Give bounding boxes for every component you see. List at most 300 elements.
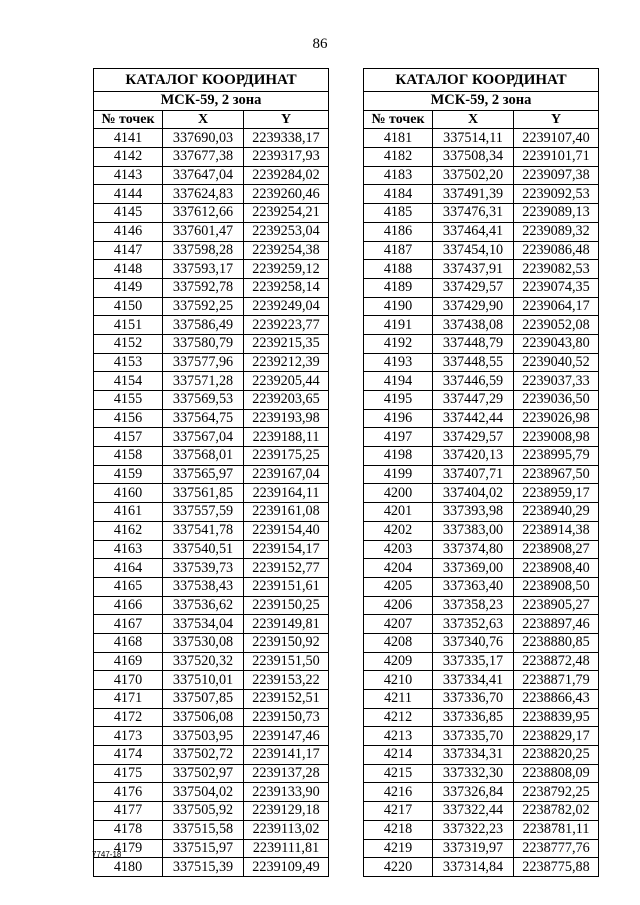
point-number-cell: 4173 <box>94 727 163 746</box>
x-coordinate-cell: 337506,08 <box>163 708 244 727</box>
point-number-cell: 4151 <box>94 316 163 335</box>
x-coordinate-cell: 337530,08 <box>163 633 244 652</box>
y-coordinate-cell: 2239008,98 <box>514 428 599 447</box>
x-coordinate-cell: 337363,40 <box>433 577 514 596</box>
table-row <box>364 166 599 185</box>
point-number-cell: 4219 <box>364 839 433 858</box>
point-number-cell: 4165 <box>94 577 163 596</box>
x-coordinate-cell: 337429,57 <box>433 428 514 447</box>
x-coordinate-cell: 337446,59 <box>433 372 514 391</box>
table-row <box>364 372 599 391</box>
x-coordinate-cell: 337437,91 <box>433 260 514 279</box>
x-coordinate-cell: 337561,85 <box>163 484 244 503</box>
y-coordinate-cell: 2239215,35 <box>244 334 329 353</box>
table-row <box>364 671 599 690</box>
table-row <box>94 820 329 839</box>
y-coordinate-cell: 2239040,52 <box>514 353 599 372</box>
y-coordinate-cell: 2239107,40 <box>514 129 599 148</box>
table-row <box>94 129 329 148</box>
x-coordinate-cell: 337571,28 <box>163 372 244 391</box>
y-coordinate-cell: 2239129,18 <box>244 802 329 821</box>
y-coordinate-cell: 2239109,49 <box>244 858 329 877</box>
x-coordinate-cell: 337507,85 <box>163 690 244 709</box>
table-row <box>364 148 599 167</box>
table-row <box>364 858 599 877</box>
y-coordinate-cell: 2238808,09 <box>514 764 599 783</box>
table-row <box>364 484 599 503</box>
x-coordinate-cell: 337567,04 <box>163 428 244 447</box>
point-number-cell: 4181 <box>364 129 433 148</box>
y-coordinate-cell: 2239151,61 <box>244 577 329 596</box>
point-number-cell: 4210 <box>364 671 433 690</box>
x-coordinate-cell: 337429,90 <box>433 297 514 316</box>
x-coordinate-cell: 337598,28 <box>163 241 244 260</box>
y-coordinate-cell: 2239036,50 <box>514 391 599 410</box>
table-row <box>364 596 599 615</box>
point-number-cell: 4182 <box>364 148 433 167</box>
x-coordinate-cell: 337534,04 <box>163 615 244 634</box>
y-coordinate-cell: 2239205,44 <box>244 372 329 391</box>
x-coordinate-cell: 337491,39 <box>433 185 514 204</box>
y-coordinate-cell: 2238866,43 <box>514 690 599 709</box>
x-coordinate-cell: 337538,43 <box>163 577 244 596</box>
table-row <box>94 633 329 652</box>
y-coordinate-cell: 2238872,48 <box>514 652 599 671</box>
y-coordinate-cell: 2238880,85 <box>514 633 599 652</box>
table-row <box>364 615 599 634</box>
point-number-cell: 4200 <box>364 484 433 503</box>
table-row <box>94 204 329 223</box>
x-coordinate-cell: 337510,01 <box>163 671 244 690</box>
x-coordinate-cell: 337592,25 <box>163 297 244 316</box>
x-coordinate-cell: 337335,17 <box>433 652 514 671</box>
y-coordinate-cell: 2239203,65 <box>244 391 329 410</box>
x-coordinate-cell: 337393,98 <box>433 503 514 522</box>
x-coordinate-cell: 337340,76 <box>433 633 514 652</box>
x-coordinate-cell: 337502,20 <box>433 166 514 185</box>
page-number: 86 <box>312 36 328 52</box>
y-coordinate-cell: 2239284,02 <box>244 166 329 185</box>
y-coordinate-cell: 2239147,46 <box>244 727 329 746</box>
table-row <box>364 708 599 727</box>
point-number-cell: 4158 <box>94 447 163 466</box>
y-coordinate-cell: 2239074,35 <box>514 278 599 297</box>
y-coordinate-cell: 2239141,17 <box>244 746 329 765</box>
table-row <box>94 783 329 802</box>
x-coordinate-cell: 337520,32 <box>163 652 244 671</box>
point-number-cell: 4189 <box>364 278 433 297</box>
y-coordinate-cell: 2239150,73 <box>244 708 329 727</box>
x-coordinate-cell: 337541,78 <box>163 521 244 540</box>
x-coordinate-cell: 337514,11 <box>433 129 514 148</box>
table-row <box>364 839 599 858</box>
x-coordinate-cell: 337508,34 <box>433 148 514 167</box>
point-number-cell: 4195 <box>364 391 433 410</box>
x-coordinate-cell: 337334,41 <box>433 671 514 690</box>
table-row <box>94 746 329 765</box>
x-coordinate-cell: 337557,59 <box>163 503 244 522</box>
table-row <box>94 447 329 466</box>
point-number-cell: 4207 <box>364 615 433 634</box>
y-coordinate-cell: 2239223,77 <box>244 316 329 335</box>
table-row <box>94 652 329 671</box>
point-number-cell: 4185 <box>364 204 433 223</box>
table-row <box>94 671 329 690</box>
point-number-cell: 4198 <box>364 447 433 466</box>
table-row <box>364 185 599 204</box>
y-coordinate-cell: 2239101,71 <box>514 148 599 167</box>
catalog-title: КАТАЛОГ КООРДИНАТ <box>364 69 599 92</box>
point-number-cell: 4154 <box>94 372 163 391</box>
table-row <box>94 241 329 260</box>
y-coordinate-cell: 2239064,17 <box>514 297 599 316</box>
y-coordinate-cell: 2239154,17 <box>244 540 329 559</box>
point-number-cell: 4143 <box>94 166 163 185</box>
x-coordinate-cell: 337383,00 <box>433 521 514 540</box>
table-row <box>364 746 599 765</box>
table-row <box>94 372 329 391</box>
point-number-cell: 4194 <box>364 372 433 391</box>
x-coordinate-cell: 337404,02 <box>433 484 514 503</box>
x-coordinate-cell: 337690,03 <box>163 129 244 148</box>
table-row <box>364 241 599 260</box>
x-coordinate-cell: 337335,70 <box>433 727 514 746</box>
table-row <box>94 278 329 297</box>
point-number-cell: 4176 <box>94 783 163 802</box>
x-coordinate-cell: 337502,97 <box>163 764 244 783</box>
y-coordinate-cell: 2239026,98 <box>514 409 599 428</box>
x-coordinate-cell: 337322,44 <box>433 802 514 821</box>
point-number-cell: 4148 <box>94 260 163 279</box>
y-coordinate-cell: 2239113,02 <box>244 820 329 839</box>
x-coordinate-cell: 337448,79 <box>433 334 514 353</box>
table-row <box>364 260 599 279</box>
y-coordinate-cell: 2238914,38 <box>514 521 599 540</box>
y-coordinate-cell: 2239097,38 <box>514 166 599 185</box>
point-number-cell: 4153 <box>94 353 163 372</box>
point-number-cell: 4196 <box>364 409 433 428</box>
table-row <box>364 540 599 559</box>
y-coordinate-cell: 2239152,77 <box>244 559 329 578</box>
y-coordinate-cell: 2238908,40 <box>514 559 599 578</box>
y-coordinate-cell: 2239154,40 <box>244 521 329 540</box>
point-number-cell: 4203 <box>364 540 433 559</box>
table-row <box>94 297 329 316</box>
point-number-cell: 4149 <box>94 278 163 297</box>
x-coordinate-cell: 337515,39 <box>163 858 244 877</box>
table-row <box>364 391 599 410</box>
x-coordinate-cell: 337448,55 <box>433 353 514 372</box>
point-number-cell: 4208 <box>364 633 433 652</box>
table-row <box>364 409 599 428</box>
y-coordinate-cell: 2238908,27 <box>514 540 599 559</box>
table-row <box>364 690 599 709</box>
point-number-cell: 4191 <box>364 316 433 335</box>
point-number-cell: 4164 <box>94 559 163 578</box>
column-header-x: X <box>163 110 244 129</box>
x-coordinate-cell: 337352,63 <box>433 615 514 634</box>
table-row <box>364 633 599 652</box>
table-row <box>94 615 329 634</box>
point-number-cell: 4157 <box>94 428 163 447</box>
point-number-cell: 4211 <box>364 690 433 709</box>
point-number-cell: 4180 <box>94 858 163 877</box>
point-number-cell: 4213 <box>364 727 433 746</box>
table-row <box>94 559 329 578</box>
y-coordinate-cell: 2238871,79 <box>514 671 599 690</box>
point-number-cell: 4150 <box>94 297 163 316</box>
x-coordinate-cell: 337586,49 <box>163 316 244 335</box>
coordinate-table-right <box>363 68 599 877</box>
table-row <box>94 222 329 241</box>
x-coordinate-cell: 337322,23 <box>433 820 514 839</box>
point-number-cell: 4201 <box>364 503 433 522</box>
point-number-cell: 4152 <box>94 334 163 353</box>
column-header-y: Y <box>244 110 329 129</box>
x-coordinate-cell: 337319,97 <box>433 839 514 858</box>
table-body-left <box>94 129 329 877</box>
table-row <box>94 484 329 503</box>
table-row <box>364 204 599 223</box>
y-coordinate-cell: 2239253,04 <box>244 222 329 241</box>
x-coordinate-cell: 337677,38 <box>163 148 244 167</box>
table-row <box>94 540 329 559</box>
x-coordinate-cell: 337374,80 <box>433 540 514 559</box>
column-header-y: Y <box>514 110 599 129</box>
y-coordinate-cell: 2239259,12 <box>244 260 329 279</box>
y-coordinate-cell: 2239150,25 <box>244 596 329 615</box>
x-coordinate-cell: 337565,97 <box>163 465 244 484</box>
x-coordinate-cell: 337569,53 <box>163 391 244 410</box>
y-coordinate-cell: 2239151,50 <box>244 652 329 671</box>
point-number-cell: 4209 <box>364 652 433 671</box>
table-row <box>94 353 329 372</box>
point-number-cell: 4206 <box>364 596 433 615</box>
table-row <box>364 727 599 746</box>
point-number-cell: 4188 <box>364 260 433 279</box>
table-row <box>94 185 329 204</box>
table-row <box>364 764 599 783</box>
x-coordinate-cell: 337577,96 <box>163 353 244 372</box>
point-number-cell: 4214 <box>364 746 433 765</box>
x-coordinate-cell: 337442,44 <box>433 409 514 428</box>
point-number-cell: 4142 <box>94 148 163 167</box>
y-coordinate-cell: 2238777,76 <box>514 839 599 858</box>
table-row <box>94 802 329 821</box>
x-coordinate-cell: 337515,97 <box>163 839 244 858</box>
point-number-cell: 4217 <box>364 802 433 821</box>
y-coordinate-cell: 2239167,04 <box>244 465 329 484</box>
point-number-cell: 4218 <box>364 820 433 839</box>
y-coordinate-cell: 2239133,90 <box>244 783 329 802</box>
y-coordinate-cell: 2239175,25 <box>244 447 329 466</box>
coordinate-table-left <box>93 68 329 877</box>
point-number-cell: 4199 <box>364 465 433 484</box>
y-coordinate-cell: 2239052,08 <box>514 316 599 335</box>
x-coordinate-cell: 337580,79 <box>163 334 244 353</box>
table-row <box>94 839 329 858</box>
point-number-cell: 4193 <box>364 353 433 372</box>
point-number-cell: 4183 <box>364 166 433 185</box>
x-coordinate-cell: 337539,73 <box>163 559 244 578</box>
point-number-cell: 4192 <box>364 334 433 353</box>
point-number-cell: 4184 <box>364 185 433 204</box>
point-number-cell: 4205 <box>364 577 433 596</box>
y-coordinate-cell: 2239317,93 <box>244 148 329 167</box>
y-coordinate-cell: 2239161,08 <box>244 503 329 522</box>
table-row <box>364 521 599 540</box>
table-row <box>94 316 329 335</box>
document-code: 7747-18 <box>92 850 122 859</box>
x-coordinate-cell: 337503,95 <box>163 727 244 746</box>
table-row <box>364 222 599 241</box>
point-number-cell: 4174 <box>94 746 163 765</box>
x-coordinate-cell: 337612,66 <box>163 204 244 223</box>
y-coordinate-cell: 2238829,17 <box>514 727 599 746</box>
point-number-cell: 4163 <box>94 540 163 559</box>
point-number-cell: 4179 <box>94 839 163 858</box>
x-coordinate-cell: 337429,57 <box>433 278 514 297</box>
y-coordinate-cell: 2239188,11 <box>244 428 329 447</box>
table-row <box>94 727 329 746</box>
point-number-cell: 4186 <box>364 222 433 241</box>
point-number-cell: 4144 <box>94 185 163 204</box>
x-coordinate-cell: 337536,62 <box>163 596 244 615</box>
x-coordinate-cell: 337505,92 <box>163 802 244 821</box>
x-coordinate-cell: 337647,04 <box>163 166 244 185</box>
x-coordinate-cell: 337568,01 <box>163 447 244 466</box>
y-coordinate-cell: 2238959,17 <box>514 484 599 503</box>
x-coordinate-cell: 337540,51 <box>163 540 244 559</box>
point-number-cell: 4172 <box>94 708 163 727</box>
point-number-cell: 4161 <box>94 503 163 522</box>
table-row <box>94 708 329 727</box>
table-row <box>94 166 329 185</box>
table-row <box>364 428 599 447</box>
table-row <box>94 428 329 447</box>
table-row <box>364 783 599 802</box>
y-coordinate-cell: 2239111,81 <box>244 839 329 858</box>
point-number-cell: 4169 <box>94 652 163 671</box>
table-row <box>94 334 329 353</box>
point-number-cell: 4168 <box>94 633 163 652</box>
point-number-cell: 4215 <box>364 764 433 783</box>
x-coordinate-cell: 337515,58 <box>163 820 244 839</box>
y-coordinate-cell: 2239254,38 <box>244 241 329 260</box>
y-coordinate-cell: 2238792,25 <box>514 783 599 802</box>
coordinate-system-name: МСК-59, 2 зона <box>94 92 329 111</box>
table-row <box>94 521 329 540</box>
point-number-cell: 4175 <box>94 764 163 783</box>
x-coordinate-cell: 337336,70 <box>433 690 514 709</box>
point-number-cell: 4202 <box>364 521 433 540</box>
table-body-right <box>364 129 599 877</box>
table-row <box>94 858 329 877</box>
coordinate-system-name: МСК-59, 2 зона <box>364 92 599 111</box>
point-number-cell: 4141 <box>94 129 163 148</box>
table-row <box>94 409 329 428</box>
table-row <box>364 559 599 578</box>
point-number-cell: 4220 <box>364 858 433 877</box>
y-coordinate-cell: 2238967,50 <box>514 465 599 484</box>
y-coordinate-cell: 2239092,53 <box>514 185 599 204</box>
x-coordinate-cell: 337447,29 <box>433 391 514 410</box>
y-coordinate-cell: 2239152,51 <box>244 690 329 709</box>
y-coordinate-cell: 2239193,98 <box>244 409 329 428</box>
table-row <box>94 391 329 410</box>
y-coordinate-cell: 2239254,21 <box>244 204 329 223</box>
y-coordinate-cell: 2239137,28 <box>244 764 329 783</box>
table-row <box>364 278 599 297</box>
y-coordinate-cell: 2239086,48 <box>514 241 599 260</box>
x-coordinate-cell: 337564,75 <box>163 409 244 428</box>
x-coordinate-cell: 337601,47 <box>163 222 244 241</box>
point-number-cell: 4159 <box>94 465 163 484</box>
point-number-cell: 4178 <box>94 820 163 839</box>
point-number-cell: 4147 <box>94 241 163 260</box>
point-number-cell: 4156 <box>94 409 163 428</box>
y-coordinate-cell: 2239258,14 <box>244 278 329 297</box>
y-coordinate-cell: 2239212,39 <box>244 353 329 372</box>
x-coordinate-cell: 337369,00 <box>433 559 514 578</box>
table-row <box>364 652 599 671</box>
column-header-point-number: № точек <box>364 110 433 129</box>
y-coordinate-cell: 2238820,25 <box>514 746 599 765</box>
x-coordinate-cell: 337407,71 <box>433 465 514 484</box>
y-coordinate-cell: 2238839,95 <box>514 708 599 727</box>
table-row <box>364 503 599 522</box>
table-row <box>94 260 329 279</box>
table-row <box>94 764 329 783</box>
y-coordinate-cell: 2238775,88 <box>514 858 599 877</box>
table-row <box>364 334 599 353</box>
table-row <box>364 465 599 484</box>
table-row <box>364 577 599 596</box>
y-coordinate-cell: 2238940,29 <box>514 503 599 522</box>
point-number-cell: 4190 <box>364 297 433 316</box>
y-coordinate-cell: 2238781,11 <box>514 820 599 839</box>
x-coordinate-cell: 337476,31 <box>433 204 514 223</box>
y-coordinate-cell: 2238897,46 <box>514 615 599 634</box>
point-number-cell: 4177 <box>94 802 163 821</box>
y-coordinate-cell: 2239249,04 <box>244 297 329 316</box>
x-coordinate-cell: 337334,31 <box>433 746 514 765</box>
catalog-title: КАТАЛОГ КООРДИНАТ <box>94 69 329 92</box>
table-row <box>94 690 329 709</box>
x-coordinate-cell: 337420,13 <box>433 447 514 466</box>
y-coordinate-cell: 2238908,50 <box>514 577 599 596</box>
table-row <box>94 148 329 167</box>
table-row <box>94 596 329 615</box>
x-coordinate-cell: 337438,08 <box>433 316 514 335</box>
y-coordinate-cell: 2239164,11 <box>244 484 329 503</box>
table-row <box>94 503 329 522</box>
table-row <box>364 129 599 148</box>
table-row <box>364 353 599 372</box>
point-number-cell: 4197 <box>364 428 433 447</box>
point-number-cell: 4167 <box>94 615 163 634</box>
y-coordinate-cell: 2239089,13 <box>514 204 599 223</box>
point-number-cell: 4146 <box>94 222 163 241</box>
y-coordinate-cell: 2239153,22 <box>244 671 329 690</box>
x-coordinate-cell: 337358,23 <box>433 596 514 615</box>
point-number-cell: 4170 <box>94 671 163 690</box>
point-number-cell: 4204 <box>364 559 433 578</box>
x-coordinate-cell: 337593,17 <box>163 260 244 279</box>
table-row <box>94 577 329 596</box>
y-coordinate-cell: 2239082,53 <box>514 260 599 279</box>
x-coordinate-cell: 337454,10 <box>433 241 514 260</box>
